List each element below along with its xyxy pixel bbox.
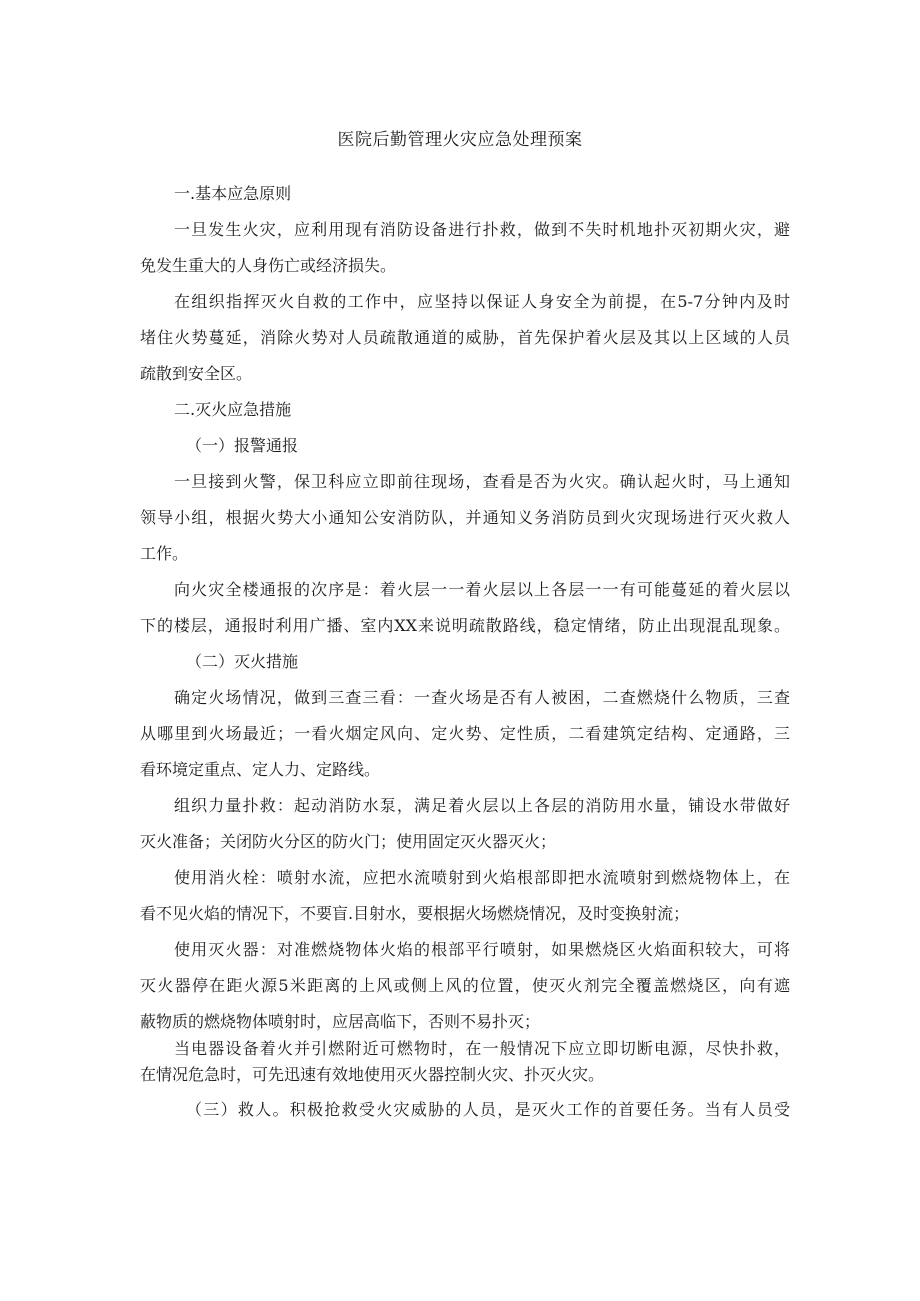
paragraph-line: 工作。: [140, 544, 189, 563]
paragraph-line: 向火灾全楼通报的次序是：着火层一一着火层以上各层一一有可能蔓延的着火层以: [174, 580, 790, 599]
paragraph-line: 看不见火焰的情况下，不要盲.目射水，要根据火场燃烧情况，及时变换射流；: [140, 904, 690, 923]
paragraph-line: 在情况危急时，可先迅速有效地使用灭火器控制火灾、扑灭火灾。: [140, 1065, 605, 1084]
paragraph-line: 灭火器停在距火源5米距离的上风或侧上风的位置，使灭火剂完全覆盖燃烧区，向有遮: [140, 976, 790, 995]
paragraph-line: 灭火准备；关闭防火分区的防火门；使用固定灭火器灭火；: [140, 832, 557, 851]
paragraph-line: （三）救人。积极抢救受火灾威胁的人员，是灭火工作的首要任务。当有人员受: [186, 1100, 790, 1119]
paragraph-line: 下的楼层，通报时利用广播、室内XX来说明疏散路线，稳定情绪，防止出现混乱现象。: [140, 616, 790, 635]
subsection-heading-1: （一）报警通报: [186, 436, 299, 455]
section-heading-1: 一.基本应急原则: [174, 184, 292, 203]
subsection-heading-2: （二）灭火措施: [186, 652, 299, 671]
paragraph-line: 一旦接到火警，保卫科应立即前往现场，查看是否为火灾。确认起火时，马上通知: [174, 472, 790, 491]
paragraph-line: 堵住火势蔓延，消除火势对人员疏散通道的威胁，首先保护着火层及其以上区域的人员: [140, 328, 790, 347]
paragraph-line: 在组织指挥灭火自救的工作中，应坚持以保证人身安全为前提，在5-7分钟内及时: [174, 292, 790, 311]
document-title: 医院后勤管理火灾应急处理预案: [337, 130, 583, 150]
paragraph-line: 从哪里到火场最近；一看火烟定风向、定火势、定性质，二看建筑定结构、定通路，三: [140, 724, 790, 743]
paragraph-line: 当电器设备着火并引燃附近可燃物时，在一般情况下应立即切断电源，尽快扑救，: [174, 1039, 790, 1058]
paragraph-line: 确定火场情况，做到三查三看：一查火场是否有人被困，二查燃烧什么物质，三查: [174, 688, 790, 707]
paragraph-line: 看环境定重点、定人力、定路线。: [140, 760, 381, 779]
body-block-3: [140, 1092, 790, 1128]
body-block-2: [140, 1036, 790, 1088]
paragraph-line: 领导小组，根据火势大小通知公安消防队，并通知义务消防员到火灾现场进行灭火救人: [140, 508, 790, 527]
paragraph-line: 使用灭火器：对准燃烧物体火焰的根部平行喷射，如果燃烧区火焰面积较大，可将: [174, 940, 790, 959]
paragraph-line: 疏散到安全区。: [140, 364, 253, 383]
paragraph-line: 蔽物质的燃烧物体喷射时，应居高临下，否则不易扑灭；: [140, 1012, 541, 1031]
paragraph-line: 使用消火栓：喷射水流，应把水流喷射到火焰根部即把水流喷射到燃烧物体上，在: [174, 868, 790, 887]
paragraph-line: 一旦发生火灾，应利用现有消防设备进行扑救，做到不失时机地扑灭初期火灾，避: [174, 220, 790, 239]
paragraph-line: 免发生重大的人身伤亡或经济损失。: [140, 256, 397, 275]
paragraph-line: 组织力量扑救：起动消防水泵，满足着火层以上各层的消防用水量，铺设水带做好: [174, 796, 790, 815]
body-block-1: [140, 176, 790, 1040]
section-heading-2: 二.灭火应急措施: [174, 400, 292, 419]
